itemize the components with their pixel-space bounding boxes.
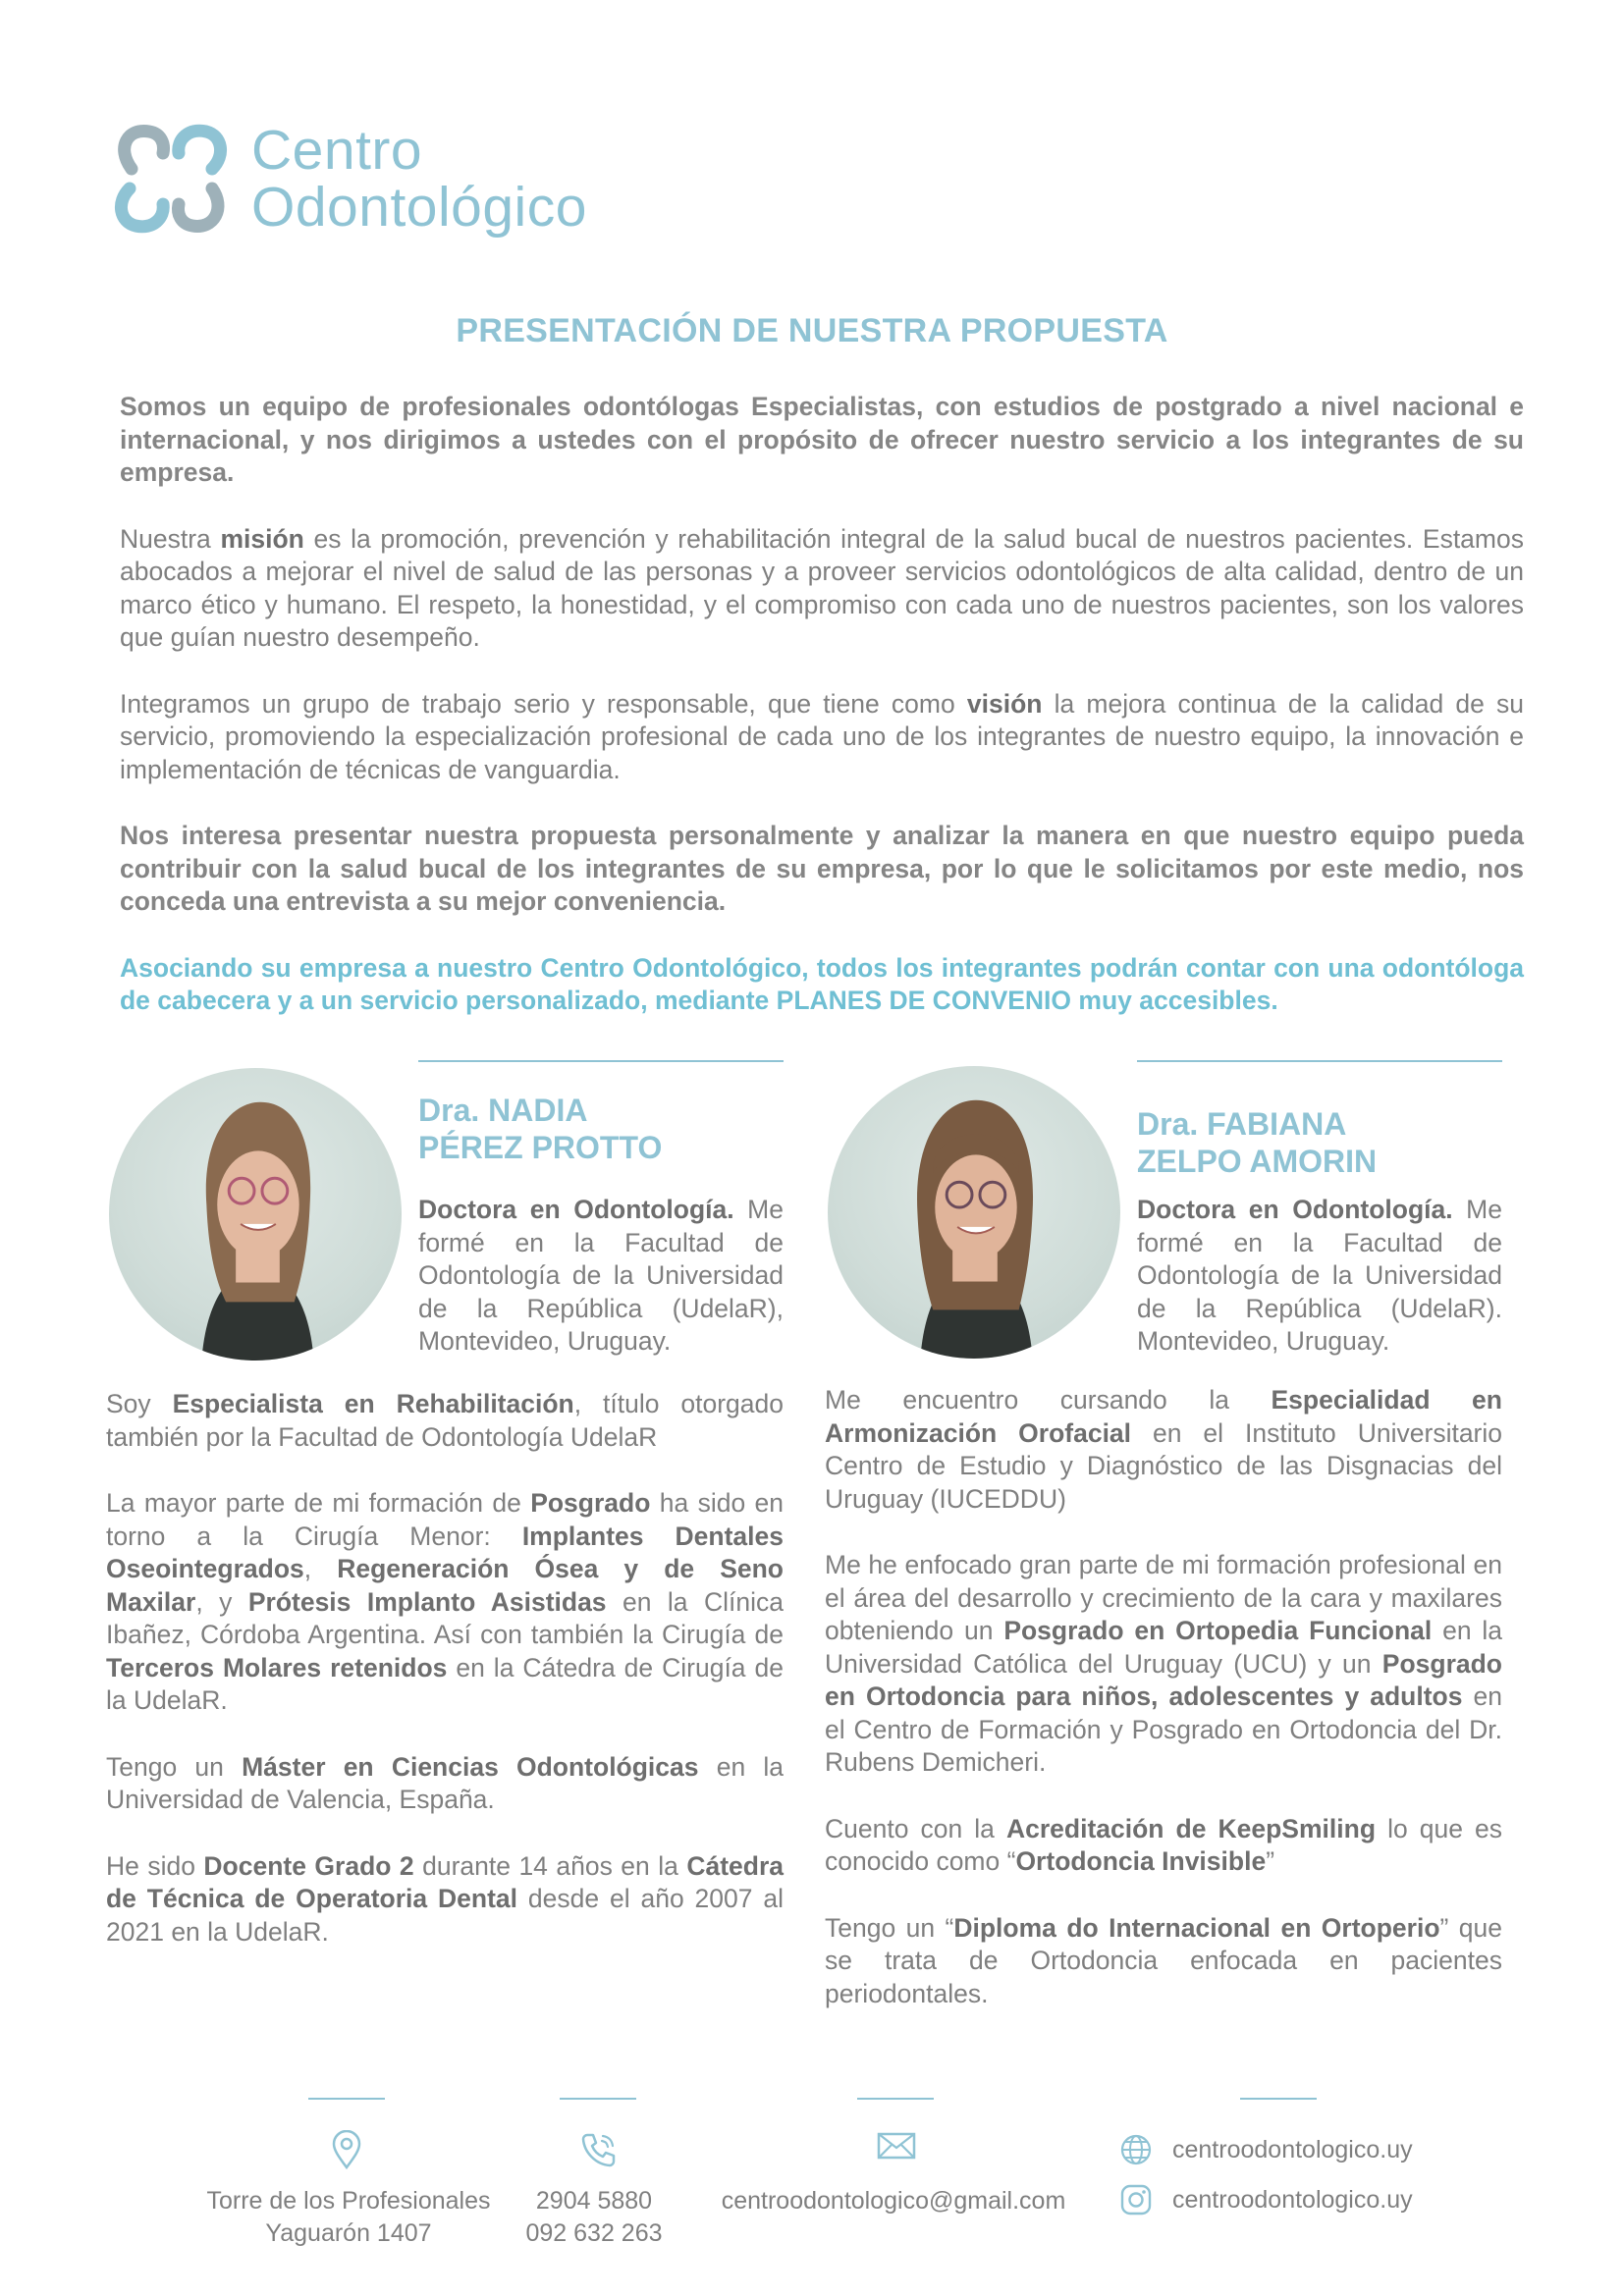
doctor-right-header xyxy=(825,1060,1502,1384)
footer-divider-phone xyxy=(560,2098,636,2100)
doctor-right-para-4: Tengo un “Diploma do Internacional en Ortoperio” que se trata de Ortodoncia enfocada en pacientes periodontales. xyxy=(825,1912,1502,2008)
footer-address: Torre de los Profesionales Yaguarón 1407 xyxy=(206,2187,491,2247)
brand-line1: Centro xyxy=(251,119,423,182)
footer-instagram-text[interactable]: centroodontologico.uy xyxy=(1172,2185,1413,2214)
doctor-left-header xyxy=(106,1060,784,1384)
doctor-left-column xyxy=(106,1060,784,1982)
footer-website-text[interactable]: centroodontologico.uy xyxy=(1172,2135,1413,2163)
page-title: PRESENTACIÓN DE NUESTRA PROPUESTA xyxy=(456,312,1168,349)
intro-paragraph-3: Integramos un grupo de trabajo serio y responsable, que tiene como visión la mejora continua de la calidad de su servicio, promoviendo la especialización profesional de cada uno de los integrantes de nuestro equipo, la innovación e implementación de técnicas de vanguardia. xyxy=(120,688,1525,784)
footer-website[interactable] xyxy=(1119,2133,1413,2166)
doctor-right-details xyxy=(825,1384,1502,2010)
doctor-left-para-1: Soy Especialista en Rehabilitación, título otorgado también por la Facultad de Odontología UdelaR xyxy=(106,1389,785,1452)
footer-email[interactable]: centroodontologico@gmail.com xyxy=(721,2187,1066,2215)
doctor-right-column xyxy=(825,1060,1502,2044)
phone-icon xyxy=(579,2130,619,2169)
doctor-right-para-3: Cuento con la Acreditación de KeepSmiling lo que es conocido como “Ortodoncia Invisible” xyxy=(825,1813,1502,1876)
intro-paragraph-2: Nuestra misión es la promoción, prevención y rehabilitación integral de la salud bucal de nuestros pacientes. Estamos abocados a mejorar el nivel de salud de las personas y a proveer servicios odontológicos de alta calidad, dentro de un marco ético y humano. El respeto, la honestidad, y el compromiso con cada uno de nuestros pacientes, son los valores que guían nuestro desempeño. xyxy=(120,523,1524,652)
intro-paragraph-4: Nos interesa presentar nuestra propuesta personalmente y analizar la manera en que nuestro equipo pueda contribuir con la salud bucal de los integrantes de su empresa, por lo que le solicitamos por este medio, nos conceda una entrevista a su mejor conveniencia. xyxy=(120,821,1524,916)
doctor-left-para-4: He sido Docente Grado 2 durante 14 años en la Cátedra de Técnica de Operatoria Dental desde el año 2007 al 2021 en la UdelaR. xyxy=(106,1850,784,1947)
brand-name xyxy=(251,119,587,239)
logo-mark-icon xyxy=(110,118,230,240)
doctor-right-para-1: Me encuentro cursando la Especialidad en Armonización Orofacial en el Instituto Universitario Centro de Estudio y Diagnóstico de las Disgnacias del Uruguay (IUCEDDU) xyxy=(825,1385,1503,1514)
brand-logo xyxy=(110,118,587,240)
doctor-right-name: Dra. FABIANA ZELPO AMORIN xyxy=(1137,1106,1378,1179)
footer-divider-email xyxy=(857,2098,934,2100)
intro-paragraph-1: Somos un equipo de profesionales odontólogas Especialistas, con estudios de postgrado a nivel nacional e internacional, y nos dirigimos a ustedes con el propósito de ofrecer nuestro servicio a los integrantes de su empresa. xyxy=(120,392,1524,487)
brand-line2: Odontológico xyxy=(251,176,587,239)
doctor-left-name: Dra. NADIA PÉREZ PROTTO xyxy=(418,1093,663,1165)
doctor-right-divider xyxy=(1137,1060,1502,1062)
doctor-right-bio: Doctora en Odontología. Me formé en la Facultad de Odontología de la Universidad de la República (UdelaR). Montevideo, Uruguay. xyxy=(1137,1195,1502,1356)
doctor-left-photo xyxy=(109,1068,402,1361)
doctor-left-para-2: La mayor parte de mi formación de Posgrado ha sido en torno a la Cirugía Menor: Implantes Dentales Oseointegrados, Regeneración Ósea y de Seno Maxilar, y Prótesis Implanto Asistidas en la Clínica Ibañez, Córdoba Argentina. Así con también la Cirugía de Terceros Molares retenidos en la Cátedra de Cirugía de la UdelaR. xyxy=(106,1488,785,1715)
footer-phone-1: 2904 5880 xyxy=(535,2187,653,2215)
footer-instagram[interactable] xyxy=(1119,2183,1413,2216)
footer-dividers xyxy=(0,2098,1624,2100)
doctor-left-details xyxy=(106,1388,784,1949)
footer-divider-web xyxy=(1240,2098,1317,2100)
instagram-icon xyxy=(1119,2183,1153,2216)
footer-phone-2: 092 632 263 xyxy=(525,2219,663,2247)
intro-paragraph-5: Asociando su empresa a nuestro Centro Odontológico, todos los integrantes podrán contar con una odontóloga de cabecera y a un servicio personalizado, mediante PLANES DE CONVENIO muy accesibles. xyxy=(120,952,1524,1015)
footer-divider-address xyxy=(308,2098,385,2100)
location-pin-icon xyxy=(330,2130,363,2169)
doctor-right-para-2: Me he enfocado gran parte de mi formación profesional en el área del desarrollo y crecimiento de la cara y maxilares obteniendo un Posgrado en Ortopedia Funcional en la Universidad Católica del Uruguay (UCU) y un Posgrado en Ortodoncia para niños, adolescentes y adultos en el Centro de Formación y Posgrado en Ortodoncia del Dr. Rubens Demicheri. xyxy=(825,1550,1503,1777)
intro-section xyxy=(120,391,1524,1051)
globe-icon xyxy=(1119,2133,1153,2166)
mail-icon xyxy=(877,2132,916,2160)
doctor-left-bio: Doctora en Odontología. Me formé en la Facultad de Odontología de la Universidad de la República (UdelaR), Montevideo, Uruguay. xyxy=(418,1195,784,1356)
doctor-right-photo xyxy=(828,1066,1120,1359)
doctor-left-divider xyxy=(418,1060,784,1062)
doctor-left-para-3: Tengo un Máster en Ciencias Odontológicas en la Universidad de Valencia, España. xyxy=(106,1751,785,1814)
footer-phones xyxy=(481,2185,707,2250)
